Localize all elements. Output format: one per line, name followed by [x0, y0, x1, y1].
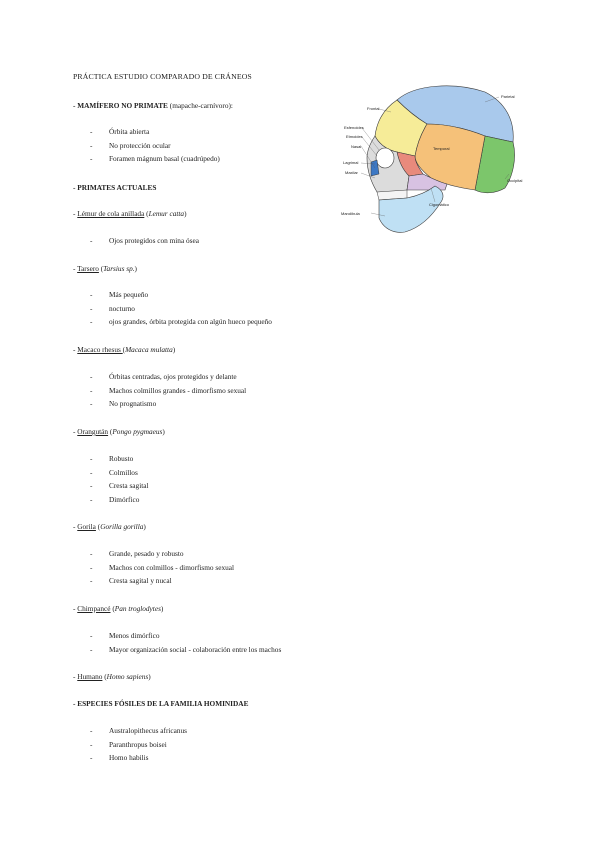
- species-heading-lemur: - Lémur de cola anillada (Lemur catta): [73, 209, 187, 218]
- list-item: - Dimórfico: [90, 494, 140, 504]
- label-mandibula: Mandíbula: [341, 211, 360, 216]
- list-item: - Cresta sagital: [90, 481, 149, 491]
- species-heading-macaco: - Macaco rhesus (Macaca mulatta): [73, 345, 176, 354]
- species-heading-orangutan: - Orangután (Pongo pygmaeus): [73, 427, 165, 436]
- list-item: - Robusto: [90, 454, 134, 463]
- list-item: - Foramen mágnum basal (cuadrúpedo): [90, 154, 220, 164]
- fossil-heading: - ESPECIES FÓSILES DE LA FAMILIA HOMINIDAE: [73, 699, 249, 708]
- list-item: - nocturno: [90, 303, 135, 313]
- list-item: - Cresta sagital y nucal: [90, 576, 172, 586]
- label-temporal: Temporal: [433, 146, 450, 151]
- list-item: - Machos colmillos grandes - dimorfismo sexual: [90, 385, 247, 395]
- label-nasal: Nasal: [351, 144, 362, 149]
- primates-heading: - PRIMATES ACTUALES: [73, 183, 157, 192]
- mammal-heading-line: [73, 101, 233, 110]
- species-list-macaco: [73, 372, 246, 413]
- fossil-list: [73, 726, 187, 767]
- list-item: - Mayor organización social - colaboración entre los machos: [90, 644, 282, 654]
- species-list-lemur: [73, 236, 199, 250]
- species-heading-humano: - Humano (Homo sapiens): [73, 672, 151, 681]
- list-item: - Colmillos: [90, 467, 138, 477]
- list-item: - Órbitas centradas, ojos protegidos y delante: [90, 372, 237, 381]
- species-list-gorila: [73, 549, 234, 590]
- list-item: - Menos dimórfico: [90, 631, 160, 640]
- list-item: - ojos grandes, órbita protegida con algún hueco pequeño: [90, 317, 272, 327]
- label-maxilar: Maxilar: [345, 170, 358, 175]
- list-item: - Órbita abierta: [90, 127, 150, 136]
- orbit: [376, 148, 394, 168]
- list-item: - Ojos protegidos con mina ósea: [90, 236, 199, 245]
- label-esfenoides: Esfenoides: [344, 125, 364, 130]
- label-etmoides: Etmoides: [346, 134, 363, 139]
- label-occipital: Occipital: [507, 178, 523, 183]
- species-heading-chimpance: - Chimpancé (Pan troglodytes): [73, 604, 164, 613]
- list-item: - No protección ocular: [90, 140, 171, 150]
- species-heading-gorila: - Gorila (Gorilla gorilla): [73, 522, 146, 531]
- list-item: - Grande, pesado y robusto: [90, 549, 184, 558]
- list-item: - Paranthropus boisei: [90, 739, 167, 749]
- list-item: - Machos con colmillos - dimorfismo sexual: [90, 562, 235, 572]
- list-item: - Más pequeño: [90, 290, 149, 299]
- list-item: - Australopithecus africanus: [90, 726, 188, 735]
- list-item: - No prognatismo: [90, 399, 157, 409]
- species-heading-tarsero: - Tarsero (Tarsius sp.): [73, 264, 137, 273]
- mammal-prefix: -: [73, 101, 78, 110]
- mammal-detail: (mapache-carnívoro):: [167, 101, 233, 110]
- label-cigomatico: Cigomático: [429, 202, 450, 207]
- mammal-heading: MAMÍFERO NO PRIMATE: [77, 101, 168, 110]
- list-item: - Homo habilis: [90, 753, 149, 763]
- mammal-list: [73, 127, 220, 168]
- label-lagrimal: Lagrimal: [343, 160, 359, 165]
- label-frontal: Frontal: [367, 106, 380, 111]
- document-title: PRÁCTICA ESTUDIO COMPARADO DE CRÁNEOS: [73, 72, 252, 81]
- species-list-orangutan: [73, 454, 149, 508]
- skull-diagram: [335, 78, 525, 240]
- label-parietal: Parietal: [501, 94, 515, 99]
- species-list-chimpance: [73, 631, 281, 658]
- species-list-tarsero: [73, 290, 272, 331]
